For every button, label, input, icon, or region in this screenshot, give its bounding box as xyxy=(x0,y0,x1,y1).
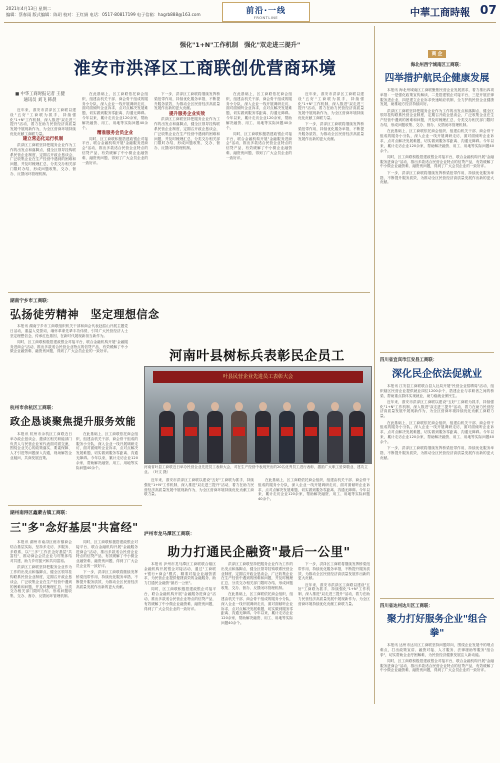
photo-banner-text: 叶县民营企业先进员工表彰大会 xyxy=(222,374,293,380)
section-brand xyxy=(222,2,310,22)
paper-name: 中華工商時報 xyxy=(410,8,470,19)
article-paragraph: 同时，区工商联积极搭建政银企对接平台，联合金融机构开展"金融服务进商会"活动，推出多款适合民营企业特点的信贷产品，有效缓解了中小微企业融资难、融资贵问题，得到了广大会员企业的一致好评。 xyxy=(144,587,216,611)
article-body xyxy=(10,540,72,700)
sidebar-paragraph: 近年来，淮安市洪泽区工商联以建设"五好"工商联为抓手，持续强化"1+N"工作机制，深入推进"双走进三提升"活动，着力在助力民营经济高质量发展中展现新作为，为全区营商环境持续优化贡献工商联力量。 xyxy=(380,399,494,419)
sidebar-headline: 聚力打好服务企业"组合拳" xyxy=(387,614,487,639)
sidebar-paragraph: 同时，区工商联积极搭建政银企对接平台，联合金融机构开展"金融服务进商会"活动，推出多款适合民营企业特点的信贷产品，有效缓解了中小微企业融资难、融资贵问题，得到了广大会员企业的一致好评。 xyxy=(380,154,494,169)
article-body xyxy=(298,562,370,700)
award-caption: 河南省叶县工商联近日举办民营企业先进员工表彰大会，对在生产经营中表现突出的20名优秀员工进行表彰，激励广大职工爱岗敬业、建功立业。（叶文 摄） xyxy=(144,465,368,474)
lead-body-col4 xyxy=(226,92,292,288)
issue-date: 2021年4月13日 星期二 xyxy=(6,6,52,11)
sidebar-paragraph: 下一步，洪泽区工商联将继续发挥桥梁纽带作用，持续优化服务举措，不断提升服务质效，为推动全区民营经济高质量发展作出新的更大贡献。 xyxy=(380,446,494,460)
article-paragraph: 下一步，洪泽区工商联将继续发挥桥梁纽带作用，持续优化服务举措，不断提升服务质效，为推动全区民营经济高质量发展作出新的更大贡献。 xyxy=(298,562,370,581)
awardee-figure xyxy=(255,411,271,463)
article-paragraph: 洪泽区工商联坚持把服务企业作为工作的出发点和落脚点，健全区领导挂钩联系民营企业制度，定期召开政企恳谈会，广泛收集企业在生产经营中遇到的困难和问题，并及时梳理汇总，分类交办相关部门限时办结，形成问题收集、交办、督办、反馈闭环管理机制。 xyxy=(221,562,293,590)
sidebar-paragraph: 本报讯 达州市达川区工商联坚持问题导向，围绕企业发展中的堵点难点，打出政策宣讲、融资对接、人才服务、法律援助等服务"组合拳"，切实帮助企业纾困解难，为民营经济健康发展注入新动能。 xyxy=(380,643,494,657)
lead-paragraph: 近年来，淮安市洪泽区工商联以建设"五好"工商联为抓手，持续强化"1+N"工作机制，深入推进"双走进三提升"活动，着力在助力民营经济高质量发展中展现新作为，为全区营商环境持续优化贡献工商联力量。 xyxy=(10,108,76,136)
awardee-figure xyxy=(231,411,247,463)
article-body xyxy=(76,540,138,700)
sidebar-body xyxy=(380,88,494,348)
sidebar-paragraph: 本报讯 海北州城南区工商联聚焦民营企业发展需求，着力推出四项举措：一是强化政策宣传解读，二是搭建银企对接平台，三是开展法律服务进企业，四是建立企业诉求快速响应机制，全力护航民营企业健康发展，助推地方经济持续向好。 xyxy=(380,88,494,107)
lead-subhead: 提升服务企业实效 xyxy=(169,111,205,117)
award-headline: 河南叶县树标兵表彰民企员工 xyxy=(169,349,345,364)
divider xyxy=(380,598,494,599)
masthead-info xyxy=(6,6,201,17)
sidebar-paragraph: 同时，区工商联积极搭建政银企对接平台，联合金融机构开展"金融服务进商会"活动，推出多款适合民营企业特点的信贷产品，有效缓解了中小微企业融资难、融资贵问题，得到了广大会员企业的一致好评。 xyxy=(380,658,494,673)
sidebar-paragraph: 在此基础上，区工商联依托商会组织，组建由机关干部、商会骨干组成的服务小分队，深入企业一线开展调研走访，面对面倾听企业诉求，点对点解决发展难题，切实做到服务零距离、沟通无障碍。今年以来，累计走访企业120余家，帮助解决融资、用工、用地等实际问题40余个。 xyxy=(380,129,494,153)
article-kicker: 湖州南浔区鑫蒙古镇工商联： xyxy=(10,511,70,516)
section-brand-subtitle: FRONTLINE xyxy=(253,15,279,20)
article-paragraph: 本报讯 湖州市南浔区练市镇商会结合基层实际，坚持多走访、多服务、多联系，以"三多"工作法念好基层"共富经"，推动商会会员企业与村集体结对共建，助力乡村振兴和共同富裕。 xyxy=(10,540,72,564)
lead-paragraph: 洪泽区工商联坚持把服务企业作为工作的出发点和落脚点，健全区领导挂钩联系民营企业制度，定期召开政企恳谈会，广泛收集企业在生产经营中遇到的困难和问题，并及时梳理汇总，分类交办相关部门限时办结，形成问题收集、交办、督办、反馈闭环管理机制。 xyxy=(10,143,76,176)
article-paragraph: 本报讯 泸州市龙马潭区工商联联合辖区金融机构开展银企对接活动，通过"工商联+银行+商会"模式，精准对接企业融资需求，为民营企业提供便捷高效的金融服务，助力打通民企融资"最后一公里"。 xyxy=(144,562,216,586)
article-paragraph: 在此基础上，区工商联依托商会组织，组建由机关干部、商会骨干组成的服务小分队，深入企业一线开展调研走访，面对面倾听企业诉求，点对点解决发展难题，切实做到服务零距离、沟通无障碍。今年以来，累计走访企业120余家，帮助解决融资、用工、用地等实际问题40余个。 xyxy=(221,592,293,626)
lead-paragraph: 在此基础上，区工商联依托商会组织，组建由机关干部、商会骨干组成的服务小分队，深入企业一线开展调研走访，面对面倾听企业诉求，点对点解决发展难题，切实做到服务零距离、沟通无障碍。今年以来，累计走访企业120余家，帮助解决融资、用工、用地等实际问题40余个。 xyxy=(82,92,148,130)
photo-banner xyxy=(153,371,363,383)
sidebar-kicker: 四川省宜宾市江安县工商联： xyxy=(380,358,438,363)
sidebar-headline: 深化民企依法促就业 xyxy=(392,369,482,380)
article-shaoshan xyxy=(10,298,140,304)
lead-byline-reporter: ■ 中华工商时报记者 王健 xyxy=(15,92,65,97)
awardee-figure xyxy=(279,411,295,463)
article-paragraph: 近年来，淮安市洪泽区工商联以建设"五好"工商联为抓手，持续强化"1+N"工作机制，深入推进"双走进三提升"活动，着力在助力民营经济高质量发展中展现新作为，为全区营商环境持续优化贡献工商联力量。 xyxy=(144,478,254,497)
lead-paragraph: 同时，区工商联积极搭建政银企对接平台，联合金融机构开展"金融服务进商会"活动，推出多款适合民营企业特点的信贷产品，有效缓解了中小微企业融资难、融资贵问题，得到了广大会员企业的一致好评。 xyxy=(82,136,148,165)
lead-headline: 淮安市洪泽区工商联创优营商环境 xyxy=(73,59,337,79)
lead-kicker: 强化"1+N"工作机制 强化"双走进三提升" xyxy=(179,42,301,49)
article-headline: 助力打通民企融资"最后一公里" xyxy=(167,544,351,559)
article-headline: 弘扬徒劳精神 坚定理想信念 xyxy=(10,308,160,321)
awardee-figure xyxy=(183,411,199,463)
article-body xyxy=(144,562,216,700)
lead-paragraph: 洪泽区工商联坚持把服务企业作为工作的出发点和落脚点，健全区领导挂钩联系民营企业制度，定期召开政企恳谈会，广泛收集企业在生产经营中遇到的困难和问题，并及时梳理汇总，分类交办相关部门限时办结，形成问题收集、交办、督办、反馈闭环管理机制。 xyxy=(154,117,220,151)
award-photo xyxy=(144,366,372,464)
sidebar-headline: 四举措护航民企健康发展 xyxy=(384,73,490,84)
lead-byline xyxy=(10,92,70,103)
sidebar xyxy=(380,26,494,702)
article-paragraph: 本报讯 湖南宁乡市工商联组织机关干部和商会代表赴韶山开展主题党日活动，重温入党誓词，缅怀革命先辈丰功伟绩，引导广大民营经济人士坚定理想信念，传承红色基因，在新时代展现新担当新作为。 xyxy=(10,324,128,338)
article-paragraph: 本报讯 杭州市余杭区工商联近日举办政企恳谈会，邀请区相关职能部门负责人与民营企业家代表面对面交流，围绕企业关心的政策落实、要素保障、人才引进等问题深入沟通，现场解答企业疑问，共商发展良策。 xyxy=(10,432,72,460)
article-body xyxy=(144,478,254,526)
article-paragraph: 同时，区工商联积极搭建政银企对接平台，联合金融机构开展"金融服务进商会"活动，推出多款适合民营企业特点的信贷产品，有效缓解了中小微企业融资难、融资贵问题，得到了广大会员企业的一致好评。 xyxy=(10,339,128,354)
lead-body-col1 xyxy=(10,108,76,288)
section-brand-title: 前沿·一线 xyxy=(245,5,287,15)
sidebar-paragraph: 洪泽区工商联坚持把服务企业作为工作的出发点和落脚点，健全区领导挂钩联系民营企业制度，定期召开政企恳谈会，广泛收集企业在生产经营中遇到的困难和问题，并及时梳理汇总，分类交办相关部门限时办结，形成问题收集、交办、督办、反馈闭环管理机制。 xyxy=(380,108,494,128)
article-body xyxy=(258,478,370,526)
lead-byline-correspondent: 通讯员 刘飞 韩晨 xyxy=(23,97,57,103)
sidebar-paragraph: 在此基础上，区工商联依托商会组织，组建由机关干部、商会骨干组成的服务小分队，深入企业一线开展调研走访，面对面倾听企业诉求，点对点解决发展难题，切实做到服务零距离、沟通无障碍。今年以来，累计走访企业120余家，帮助解决融资、用工、用地等实际问题40余个。 xyxy=(380,420,494,444)
lead-body-col3 xyxy=(154,92,220,288)
awardee-figure xyxy=(303,411,319,463)
article-body xyxy=(221,562,293,700)
sidebar-body xyxy=(380,643,494,763)
article-paragraph: 在此基础上，区工商联依托商会组织，组建由机关干部、商会骨干组成的服务小分队，深入企业一线开展调研走访，面对面倾听企业诉求，点对点解决发展难题，切实做到服务零距离、沟通无障碍。今年以来，累计走访企业120余家，帮助解决融资、用工、用地等实际问题40余个。 xyxy=(76,432,138,470)
lead-subhead: 精准服务会员企业 xyxy=(97,130,133,136)
sidebar-paragraph: 本报讯 江安县工商联联合县人社局开展"民营企业招聘周"活动，组织辖区民营企业提供就业岗位1200余个，搭建企业与求职者之间的桥梁，帮助重点群体实现就业，助力稳就业保民生。 xyxy=(380,384,494,398)
awardee-figure xyxy=(207,411,223,463)
article-kicker: 湖南宁乡市工商联： xyxy=(10,299,52,304)
divider xyxy=(380,352,494,353)
sidebar-kicker: 四川省达州达川区工商联： xyxy=(380,604,433,609)
divider xyxy=(8,505,142,506)
article-body xyxy=(76,432,138,502)
article-body xyxy=(10,432,72,502)
article-body xyxy=(10,324,128,399)
lead-paragraph: 近年来，淮安市洪泽区工商联以建设"五好"工商联为抓手，持续强化"1+N"工作机制，深入推进"双走进三提升"活动，着力在助力民营经济高质量发展中展现新作为，为全区营商环境持续优化贡献工商联力量。 xyxy=(298,92,364,120)
article-headline: 三"多"念好基层"共富经" xyxy=(10,521,139,534)
awardee-figure xyxy=(327,411,343,463)
article-paragraph: 在此基础上，区工商联依托商会组织，组建由机关干部、商会骨干组成的服务小分队，深入企业一线开展调研走访，面对面倾听企业诉求，点对点解决发展难题，切实做到服务零距离、沟通无障碍。今年以来，累计走访企业120余家，帮助解决融资、用工、用地等实际问题40余个。 xyxy=(258,478,370,502)
sidebar-divider xyxy=(374,26,375,704)
lead-body-col5 xyxy=(298,92,364,288)
sidebar-paragraph: 下一步，洪泽区工商联将继续发挥桥梁纽带作用，持续优化服务举措，不断提升服务质效，为推动全区民营经济高质量发展作出新的更大贡献。 xyxy=(380,170,494,185)
sidebar-body xyxy=(380,384,494,594)
awardee-figure xyxy=(159,411,175,463)
article-kicker: 杭州市余杭区工商联： xyxy=(10,406,56,411)
lead-paragraph: 同时，区工商联积极搭建政银企对接平台，联合金融机构开展"金融服务进商会"活动，推出多款适合民营企业特点的信贷产品，有效缓解了中小微企业融资难、融资贵问题，得到了广大会员企业的一致好评。 xyxy=(226,131,292,160)
lead-subhead: 建立常态化运行机制 xyxy=(22,137,64,143)
article-paragraph: 洪泽区工商联坚持把服务企业作为工作的出发点和落脚点，健全区领导挂钩联系民营企业制度，定期召开政企恳谈会，广泛收集企业在生产经营中遇到的困难和问题，并及时梳理汇总，分类交办相关部门限时办结，形成问题收集、交办、督办、反馈闭环管理机制。 xyxy=(10,565,72,599)
lead-body-col2 xyxy=(82,92,148,288)
lead-paragraph: 在此基础上，区工商联依托商会组织，组建由机关干部、商会骨干组成的服务小分队，深入企业一线开展调研走访，面对面倾听企业诉求，点对点解决发展难题，切实做到服务零距离、沟通无障碍。今年以来，累计走访企业120余家，帮助解决融资、用工、用地等实际问题40余个。 xyxy=(226,92,292,130)
awardee-figure xyxy=(349,411,365,463)
article-headline: 政企恳谈聚焦提升服务效能 xyxy=(10,417,136,428)
page-number: 07 xyxy=(480,3,497,17)
lead-paragraph: 下一步，洪泽区工商联将继续发挥桥梁纽带作用，持续优化服务举措，不断提升服务质效，为推动全区民营经济高质量发展作出新的更大贡献。 xyxy=(298,122,364,141)
article-paragraph: 下一步，洪泽区工商联将继续发挥桥梁纽带作用，持续优化服务举措，不断提升服务质效，为推动全区民营经济高质量发展作出新的更大贡献。 xyxy=(76,570,138,589)
sidebar-tag: 商 企 xyxy=(428,50,447,58)
article-paragraph: 近年来，淮安市洪泽区工商联以建设"五好"工商联为抓手，持续强化"1+N"工作机制，深入推进"双走进三提升"活动，着力在助力民营经济高质量发展中展现新作为，为全区营商环境持续优化贡献工商联力量。 xyxy=(298,582,370,606)
lead-bottom-rule xyxy=(8,292,370,293)
top-rule xyxy=(4,22,496,23)
editor-line: 编辑：蔡春雨 版式编辑：陈玥 校对：王红娟 电话：0517-80817199 电子信箱：hagrb888@163.com xyxy=(6,11,201,17)
lead-paragraph: 下一步，洪泽区工商联将继续发挥桥梁纽带作用，持续优化服务举措，不断提升服务质效，为推动全区民营经济高质量发展作出新的更大贡献。 xyxy=(154,92,220,111)
article-paragraph: 同时，区工商联积极搭建政银企对接平台，联合金融机构开展"金融服务进商会"活动，推出多款适合民营企业特点的信贷产品，有效缓解了中小微企业融资难、融资贵问题，得到了广大会员企业的一致好评。 xyxy=(76,540,138,568)
sidebar-kicker: 海北州西宁城南区工商联： xyxy=(410,63,464,68)
article-kicker: 泸州市龙马潭区工商联： xyxy=(144,532,195,537)
